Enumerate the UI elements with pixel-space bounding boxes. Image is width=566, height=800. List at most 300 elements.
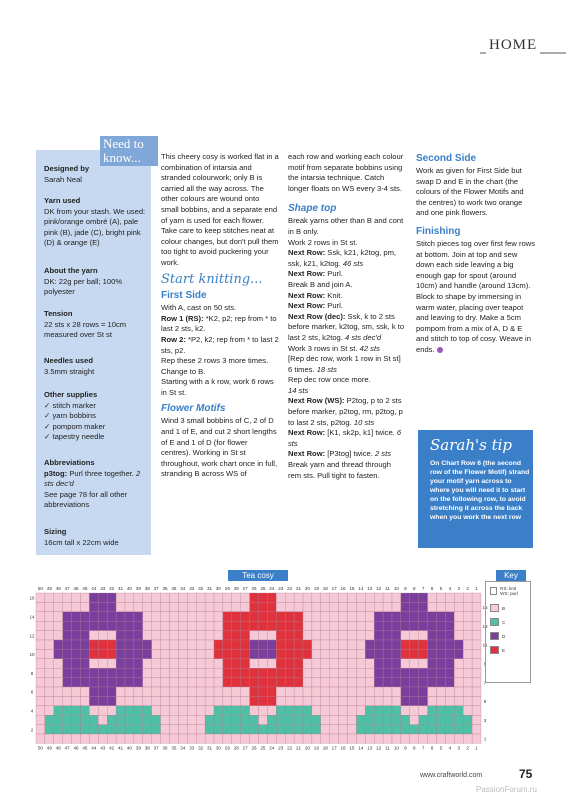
chart-cell — [205, 715, 214, 724]
chart-cell — [125, 602, 134, 611]
chart-cell — [98, 696, 107, 705]
column-number-bottom: 22 — [287, 745, 293, 751]
chart-cell — [232, 734, 241, 743]
next-row-k1: Next Row: [K1, sk2p, k1] twice. 6 sts — [288, 428, 402, 448]
chart-cell — [116, 602, 125, 611]
chart-cell — [374, 678, 383, 687]
chart-cell — [54, 668, 63, 677]
chart-cell — [259, 612, 268, 621]
chart-cell — [223, 640, 232, 649]
chart-cell — [330, 734, 339, 743]
chart-cell — [116, 640, 125, 649]
chart-cell — [205, 612, 214, 621]
chart-cell — [45, 631, 54, 640]
chart-cell — [339, 687, 348, 696]
column-number-bottom: 21 — [295, 745, 302, 751]
chart-cell — [374, 659, 383, 668]
chart-cell — [45, 725, 54, 734]
need-to-know-title: Need to know... — [100, 136, 158, 166]
chart-cell — [267, 602, 276, 611]
abbreviations-heading: Abbreviations — [44, 458, 95, 467]
chart-cell — [383, 687, 392, 696]
chart-cell — [294, 715, 303, 724]
chart-cell — [98, 668, 107, 677]
chart-cell — [472, 734, 481, 743]
chart-cell — [348, 602, 357, 611]
row-number-left: 12 — [29, 633, 35, 639]
chart-cell — [178, 659, 187, 668]
chart-cell — [410, 715, 419, 724]
column-number-top: 28 — [233, 586, 239, 591]
chart-cell — [170, 678, 179, 687]
chart-cell — [356, 687, 365, 696]
chart-cell — [125, 593, 134, 602]
chart-cell — [187, 668, 196, 677]
chart-cell — [321, 687, 330, 696]
chart-cell — [250, 715, 259, 724]
chart-cell — [205, 649, 214, 658]
chart-cell — [241, 649, 250, 658]
chart-cell — [472, 725, 481, 734]
chart-cell — [54, 612, 63, 621]
chart-cell — [241, 715, 250, 724]
chart-cell — [89, 734, 98, 743]
chart-cell — [312, 621, 321, 630]
chart-cell — [36, 659, 45, 668]
column-number-bottom: 45 — [82, 745, 88, 751]
chart-cell — [134, 706, 143, 715]
column-number-top: 25 — [260, 586, 266, 591]
chart-cell — [170, 602, 179, 611]
chart-cell — [81, 602, 90, 611]
chart-cell — [276, 696, 285, 705]
chart-cell — [365, 706, 374, 715]
chart-cell — [152, 612, 161, 621]
column-number-top: 2 — [466, 586, 469, 591]
supply-item: ✓ yarn bobbins — [44, 411, 96, 420]
chart-cell — [259, 715, 268, 724]
chart-cell — [45, 612, 54, 621]
chart-cell — [232, 715, 241, 724]
chart-cell — [107, 602, 116, 611]
chart-cell — [348, 659, 357, 668]
chart-cell — [259, 734, 268, 743]
column-number-bottom: 32 — [198, 745, 204, 751]
chart-cell — [463, 621, 472, 630]
column-number-top: 47 — [64, 586, 70, 591]
chart-cell — [330, 640, 339, 649]
chart-cell — [72, 659, 81, 668]
chart-cell — [445, 734, 454, 743]
chart-cell — [267, 715, 276, 724]
chart-cell — [330, 678, 339, 687]
chart-cell — [54, 621, 63, 630]
column-number-bottom: 1 — [475, 745, 478, 751]
chart-cell — [178, 640, 187, 649]
column-number-top: 4 — [448, 586, 452, 591]
chart-cell — [276, 678, 285, 687]
column-number-top: 6 — [430, 586, 434, 591]
chart-cell — [170, 649, 179, 658]
chart-cell — [89, 631, 98, 640]
tip-title: Sarah's tip — [430, 436, 513, 454]
chart-cell — [81, 649, 90, 658]
chart-cell — [107, 725, 116, 734]
chart-cell — [472, 621, 481, 630]
chart-cell — [98, 649, 107, 658]
chart-cell — [428, 593, 437, 602]
column-number-bottom: 15 — [349, 745, 355, 751]
chart-cell — [223, 715, 232, 724]
column-number-bottom: 31 — [206, 745, 213, 751]
column-number-bottom: 42 — [109, 745, 115, 751]
chart-cell — [223, 725, 232, 734]
column-number-bottom: 8 — [412, 745, 416, 751]
chart-cell — [419, 668, 428, 677]
chart-cell — [63, 678, 72, 687]
supply-item: ✓ pompom maker — [44, 421, 106, 431]
chart-cell — [125, 640, 134, 649]
supply-item: ✓ tapestry needle — [44, 432, 105, 441]
chart-cell — [196, 602, 205, 611]
chart-cell — [365, 602, 374, 611]
chart-cell — [107, 706, 116, 715]
chart-cell — [383, 734, 392, 743]
chart-cell — [312, 706, 321, 715]
chart-cell — [196, 734, 205, 743]
chart-cell — [330, 715, 339, 724]
chart-cell — [250, 659, 259, 668]
column-number-bottom: 35 — [171, 745, 177, 751]
chart-cell — [321, 725, 330, 734]
chart-cell — [161, 696, 170, 705]
chart-cell — [205, 602, 214, 611]
chart-cell — [54, 734, 63, 743]
chart-cell — [419, 706, 428, 715]
chart-cell — [152, 621, 161, 630]
chart-cell — [241, 612, 250, 621]
chart-cell — [196, 631, 205, 640]
chart-cell — [125, 631, 134, 640]
chart-cell — [445, 715, 454, 724]
chart-cell — [36, 593, 45, 602]
chart-cell — [178, 706, 187, 715]
chart-cell — [356, 734, 365, 743]
chart-cell — [294, 687, 303, 696]
chart-cell — [36, 687, 45, 696]
chart-cell — [232, 649, 241, 658]
column-number-bottom: 49 — [46, 745, 52, 751]
chart-cell — [294, 696, 303, 705]
chart-cell — [303, 602, 312, 611]
column-number-bottom: 38 — [144, 745, 150, 751]
chart-cell — [285, 725, 294, 734]
chart-cell — [321, 612, 330, 621]
chart-cell — [330, 696, 339, 705]
chart-cell — [410, 725, 419, 734]
chart-cell — [374, 640, 383, 649]
chart-cell — [125, 678, 134, 687]
chart-cell — [214, 706, 223, 715]
chart-cell — [445, 621, 454, 630]
column-number-bottom: 39 — [135, 745, 141, 751]
chart-cell — [445, 687, 454, 696]
chart-cell — [36, 668, 45, 677]
chart-cell — [45, 659, 54, 668]
column-number-bottom: 17 — [331, 745, 337, 751]
chart-cell — [294, 612, 303, 621]
chart-cell — [36, 621, 45, 630]
chart-cell — [437, 668, 446, 677]
chart-cell — [321, 734, 330, 743]
row-number-right: 1 — [483, 736, 487, 742]
chart-cell — [250, 612, 259, 621]
chart-cell — [285, 621, 294, 630]
chart-cell — [170, 706, 179, 715]
chart-cell — [161, 678, 170, 687]
chart-cell — [89, 640, 98, 649]
chart-cell — [401, 696, 410, 705]
repeat-text: Rep these 2 rows 3 more times. — [161, 356, 269, 366]
chart-cell — [107, 668, 116, 677]
chart-cell — [223, 696, 232, 705]
chart-cell — [356, 631, 365, 640]
column-number-top: 19 — [313, 586, 319, 591]
chart-cell — [63, 725, 72, 734]
chart-cell — [125, 668, 134, 677]
chart-cell — [152, 640, 161, 649]
chart-cell — [89, 602, 98, 611]
repeat-dec-text: [Rep dec row, work 1 row in St st] 6 times. 18 sts — [288, 354, 401, 374]
chart-cell — [330, 593, 339, 602]
chart-cell — [339, 734, 348, 743]
chart-cell — [250, 668, 259, 677]
column-number-bottom: 11 — [385, 745, 390, 751]
chart-cell — [312, 640, 321, 649]
chart-cell — [294, 640, 303, 649]
chart-cell — [81, 659, 90, 668]
chart-cell — [36, 602, 45, 611]
row-number-left: 8 — [30, 670, 34, 676]
column-number-top: 15 — [349, 586, 355, 591]
chart-cell — [285, 734, 294, 743]
chart-cell — [437, 687, 446, 696]
chart-cell — [312, 678, 321, 687]
chart-cell — [401, 659, 410, 668]
chart-cell — [205, 678, 214, 687]
page-number: 75 — [519, 767, 533, 781]
chart-cell — [259, 668, 268, 677]
tension-heading: Tension — [44, 309, 73, 318]
chart-cell — [98, 715, 107, 724]
chart-cell — [321, 649, 330, 658]
chart-cell — [187, 696, 196, 705]
chart-cell — [401, 734, 410, 743]
chart-cell — [161, 612, 170, 621]
chart-cell — [312, 602, 321, 611]
chart-cell — [445, 668, 454, 677]
chart-cell — [437, 649, 446, 658]
chart-cell — [267, 612, 276, 621]
chart-cell — [107, 631, 116, 640]
chart-cell — [294, 668, 303, 677]
chart-cell — [419, 678, 428, 687]
chart-cell — [392, 668, 401, 677]
chart-cell — [98, 612, 107, 621]
chart-cell — [232, 631, 241, 640]
chart-cell — [125, 725, 134, 734]
chart-cell — [365, 612, 374, 621]
chart-cell — [81, 725, 90, 734]
chart-cell — [445, 612, 454, 621]
chart-cell — [321, 621, 330, 630]
chart-cell — [348, 734, 357, 743]
chart-cell — [161, 621, 170, 630]
chart-cell — [134, 715, 143, 724]
chart-cell — [356, 612, 365, 621]
chart-cell — [339, 612, 348, 621]
chart-cell — [445, 602, 454, 611]
chart-cell — [107, 649, 116, 658]
chart-cell — [454, 725, 463, 734]
chart-cell — [125, 649, 134, 658]
chart-cell — [116, 649, 125, 658]
chart-cell — [312, 715, 321, 724]
chart-cell — [98, 706, 107, 715]
chart-cell — [365, 734, 374, 743]
chart-cell — [259, 725, 268, 734]
chart-cell — [419, 725, 428, 734]
column-number-top: 5 — [439, 586, 443, 591]
chart-cell — [259, 687, 268, 696]
chart-cell — [276, 687, 285, 696]
chart-cell — [178, 687, 187, 696]
chart-cell — [374, 734, 383, 743]
chart-cell — [428, 687, 437, 696]
column-number-top: 18 — [322, 586, 328, 591]
chart-cell — [116, 659, 125, 668]
chart-cell — [170, 725, 179, 734]
chart-cell — [107, 687, 116, 696]
chart-cell — [205, 696, 214, 705]
chart-cell — [116, 612, 125, 621]
chart-cell — [259, 678, 268, 687]
chart-cell — [276, 649, 285, 658]
chart-cell — [250, 640, 259, 649]
chart-cell — [312, 649, 321, 658]
chart-cell — [321, 640, 330, 649]
column-number-top: 40 — [126, 586, 133, 591]
chart-cell — [356, 696, 365, 705]
column-number-top: 34 — [180, 586, 186, 591]
chart-cell — [152, 687, 161, 696]
chart-cell — [98, 659, 107, 668]
column-number-bottom: 24 — [269, 745, 275, 751]
chart-cell — [330, 725, 339, 734]
knit-swatch — [490, 587, 497, 595]
column-number-top: 39 — [135, 586, 141, 591]
chart-cell — [267, 631, 276, 640]
chart-cell — [232, 725, 241, 734]
chart-cell — [294, 621, 303, 630]
chart-cell — [383, 640, 392, 649]
chart-cell — [250, 734, 259, 743]
chart-cell — [348, 696, 357, 705]
chart-cell — [330, 649, 339, 658]
chart-cell — [232, 659, 241, 668]
chart-cell — [445, 631, 454, 640]
chart-cell — [54, 659, 63, 668]
chart-cell — [303, 706, 312, 715]
chart-cell — [410, 734, 419, 743]
chart-cell — [178, 649, 187, 658]
chart-cell — [196, 678, 205, 687]
chart-cell — [285, 631, 294, 640]
row-number-left: 4 — [30, 708, 34, 714]
chart-cell — [107, 659, 116, 668]
chart-cell — [463, 725, 472, 734]
chart-cell — [365, 668, 374, 677]
row-number-left: 6 — [30, 689, 34, 695]
chart-cell — [241, 621, 250, 630]
chart-cell — [134, 659, 143, 668]
chart-cell — [445, 725, 454, 734]
chart-cell — [107, 640, 116, 649]
column-number-bottom: 37 — [153, 745, 159, 751]
chart-cell — [214, 602, 223, 611]
column-number-bottom: 5 — [439, 745, 443, 751]
chart-cell — [143, 593, 152, 602]
chart-cell — [89, 621, 98, 630]
chart-cell — [196, 696, 205, 705]
chart-cell — [410, 649, 419, 658]
chart-cell — [330, 612, 339, 621]
chart-cell — [303, 696, 312, 705]
chart-cell — [348, 668, 357, 677]
chart-cell — [161, 668, 170, 677]
chart-cell — [107, 621, 116, 630]
chart-cell — [401, 668, 410, 677]
chart-cell — [321, 715, 330, 724]
needles-heading: Needles used — [44, 356, 93, 365]
chart-cell — [187, 687, 196, 696]
chart-cell — [81, 687, 90, 696]
chart-cell — [134, 640, 143, 649]
chart-cell — [196, 668, 205, 677]
chart-cell — [143, 602, 152, 611]
chart-cell — [187, 631, 196, 640]
chart-cell — [312, 612, 321, 621]
chart-cell — [54, 725, 63, 734]
chart-cell — [437, 706, 446, 715]
chart-cell — [232, 602, 241, 611]
chart-cell — [250, 725, 259, 734]
chart-cell — [205, 668, 214, 677]
chart-cell — [312, 593, 321, 602]
chart-cell — [214, 696, 223, 705]
column-number-top: 26 — [251, 586, 257, 591]
chart-cell — [365, 621, 374, 630]
chart-cell — [437, 725, 446, 734]
column-number-top: 45 — [82, 586, 88, 591]
chart-cell — [463, 659, 472, 668]
chart-cell — [365, 659, 374, 668]
chart-cell — [294, 659, 303, 668]
chart-cell — [294, 649, 303, 658]
column-number-top: 29 — [224, 586, 230, 591]
chart-cell — [472, 715, 481, 724]
chart-cell — [36, 734, 45, 743]
